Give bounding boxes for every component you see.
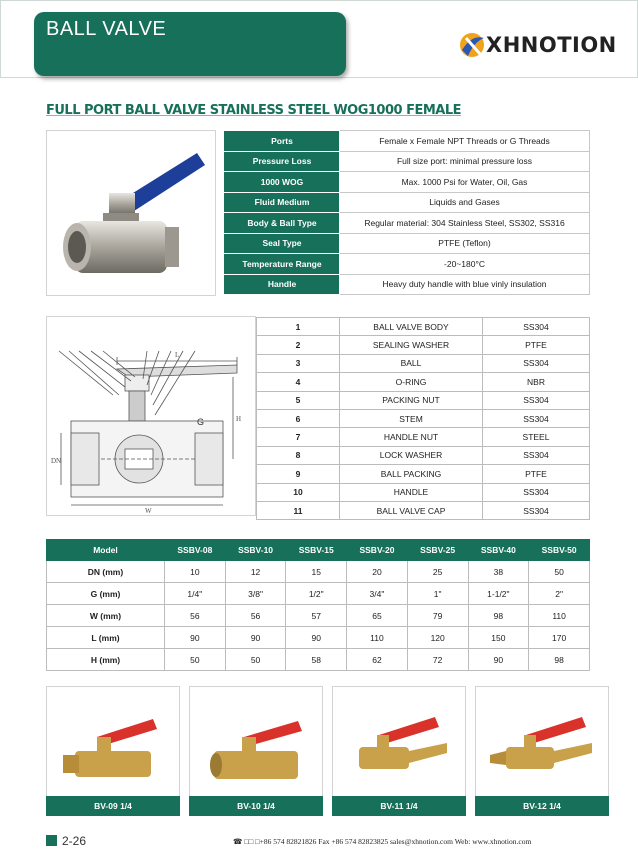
parts-row	[257, 391, 590, 409]
part-number: 8	[257, 446, 340, 464]
spec-row	[225, 274, 590, 295]
spec-label: Ports	[225, 131, 340, 152]
brass-mini-valve-image	[200, 697, 312, 789]
part-name: HANDLE	[340, 483, 483, 501]
dimensions-header-cell: SSBV-40	[468, 540, 529, 561]
dimensions-row	[47, 649, 590, 671]
dimension-value: 57	[286, 605, 347, 627]
dimension-value: 110	[529, 605, 590, 627]
brand-name: XHNOTION	[486, 33, 617, 57]
dimension-value: 10	[165, 561, 226, 583]
part-material: PTFE	[483, 465, 590, 483]
parts-row	[257, 409, 590, 427]
part-number: 3	[257, 354, 340, 372]
dimension-value: 98	[529, 649, 590, 671]
part-number: 4	[257, 373, 340, 391]
dimension-value: 79	[407, 605, 468, 627]
section-drawing-image	[47, 317, 255, 515]
spec-row	[225, 151, 590, 172]
spec-value: Regular material: 304 Stainless Steel, SS302, SS316	[340, 213, 590, 234]
part-material: SS304	[483, 446, 590, 464]
part-material: SS304	[483, 391, 590, 409]
dimensions-row	[47, 561, 590, 583]
spec-value: Heavy duty handle with blue vinly insulation	[340, 274, 590, 295]
dimension-label: H (mm)	[47, 649, 165, 671]
dimension-value: 72	[407, 649, 468, 671]
dimension-value: 2"	[529, 583, 590, 605]
dimension-label: DN (mm)	[47, 561, 165, 583]
spec-row	[225, 172, 590, 193]
dimension-value: 56	[165, 605, 226, 627]
spec-value: Max. 1000 Psi for Water, Oil, Gas	[340, 172, 590, 193]
drawing-label-w: W	[145, 507, 152, 515]
dimensions-header-cell: SSBV-10	[225, 540, 286, 561]
ball-valve-photo	[46, 130, 216, 296]
parts-row	[257, 336, 590, 354]
dimensions-header-cell: SSBV-15	[286, 540, 347, 561]
dimension-value: 50	[165, 649, 226, 671]
product-card-bv-10	[189, 686, 323, 816]
parts-row	[257, 318, 590, 336]
part-material: SS304	[483, 483, 590, 501]
product-caption: BV-09 1/4	[46, 796, 180, 816]
part-number: 6	[257, 409, 340, 427]
part-name: BALL PACKING	[340, 465, 483, 483]
dimension-value: 25	[407, 561, 468, 583]
page-title: BALL VALVE	[46, 18, 167, 40]
spec-row	[225, 213, 590, 234]
spec-table	[224, 130, 590, 295]
spec-label: Seal Type	[225, 233, 340, 254]
part-number: 9	[257, 465, 340, 483]
dimension-value: 50	[225, 649, 286, 671]
dimension-value: 20	[347, 561, 408, 583]
dimension-value: 170	[529, 627, 590, 649]
dimension-value: 1-1/2"	[468, 583, 529, 605]
dimensions-row	[47, 583, 590, 605]
dimension-value: 38	[468, 561, 529, 583]
product-card-bv-12	[475, 686, 609, 816]
spec-value: PTFE (Teflon)	[340, 233, 590, 254]
part-name: SEALING WASHER	[340, 336, 483, 354]
part-number: 5	[257, 391, 340, 409]
parts-row	[257, 428, 590, 446]
parts-table	[256, 317, 590, 520]
parts-row	[257, 354, 590, 372]
part-name: STEM	[340, 409, 483, 427]
spec-label: 1000 WOG	[225, 172, 340, 193]
spec-value: Full size port: minimal pressure loss	[340, 151, 590, 172]
dimension-value: 50	[529, 561, 590, 583]
part-material: NBR	[483, 373, 590, 391]
spec-label: Temperature Range	[225, 254, 340, 275]
spec-value: Female x Female NPT Threads or G Threads	[340, 131, 590, 152]
part-name: O-RING	[340, 373, 483, 391]
dimensions-table	[46, 539, 590, 671]
dimension-label: W (mm)	[47, 605, 165, 627]
parts-row	[257, 446, 590, 464]
spec-label: Fluid Medium	[225, 192, 340, 213]
part-material: STEEL	[483, 428, 590, 446]
spec-row	[225, 254, 590, 275]
dimension-value: 65	[347, 605, 408, 627]
dimension-value: 90	[165, 627, 226, 649]
dimension-value: 3/4"	[347, 583, 408, 605]
dimension-value: 15	[286, 561, 347, 583]
brass-mini-valve-image	[57, 697, 169, 789]
dimension-value: 110	[347, 627, 408, 649]
part-name: BALL	[340, 354, 483, 372]
part-material: SS304	[483, 318, 590, 336]
dimension-value: 1/4"	[165, 583, 226, 605]
part-name: BALL VALVE BODY	[340, 318, 483, 336]
dimensions-header-cell: SSBV-20	[347, 540, 408, 561]
drawing-label-h: H	[236, 415, 242, 423]
page-number: 2-26	[62, 834, 87, 848]
dimension-label: G (mm)	[47, 583, 165, 605]
spec-value: Liquids and Gases	[340, 192, 590, 213]
parts-row	[257, 483, 590, 501]
parts-row	[257, 373, 590, 391]
spec-row	[225, 233, 590, 254]
part-material: SS304	[483, 354, 590, 372]
dimension-value: 90	[225, 627, 286, 649]
part-name: BALL VALVE CAP	[340, 501, 483, 519]
spec-value: -20~180°C	[340, 254, 590, 275]
dimension-value: 90	[286, 627, 347, 649]
dimension-value: 62	[347, 649, 408, 671]
product-caption: BV-12 1/4	[475, 796, 609, 816]
spec-label: Body & Ball Type	[225, 213, 340, 234]
dimensions-header-cell: Model	[47, 540, 165, 561]
dimension-value: 56	[225, 605, 286, 627]
dimension-value: 58	[286, 649, 347, 671]
dimensions-header-cell: SSBV-08	[165, 540, 226, 561]
spec-row	[225, 192, 590, 213]
part-number: 1	[257, 318, 340, 336]
part-name: LOCK WASHER	[340, 446, 483, 464]
dimensions-header-cell: SSBV-25	[407, 540, 468, 561]
dimension-value: 90	[468, 649, 529, 671]
drawing-label-dn: DN	[51, 457, 62, 465]
drawing-label-l: L	[175, 351, 180, 359]
part-number: 7	[257, 428, 340, 446]
product-subtitle: FULL PORT BALL VALVE STAINLESS STEEL WOG1000 FEMALE	[46, 103, 462, 118]
dimensions-row	[47, 605, 590, 627]
product-card-bv-11	[332, 686, 466, 816]
footer-contact: ☎ □□ □+86 574 82821826 Fax +86 574 82823825 sales@xhnotion.com Web: www.xhnotion.com	[233, 837, 532, 846]
parts-row	[257, 501, 590, 519]
part-material: SS304	[483, 501, 590, 519]
dimension-value: 120	[407, 627, 468, 649]
spec-label: Handle	[225, 274, 340, 295]
spec-row	[225, 131, 590, 152]
product-caption: BV-11 1/4	[332, 796, 466, 816]
dimension-value: 1/2"	[286, 583, 347, 605]
part-name: HANDLE NUT	[340, 428, 483, 446]
dimension-value: 1"	[407, 583, 468, 605]
dimension-value: 12	[225, 561, 286, 583]
product-caption: BV-10 1/4	[189, 796, 323, 816]
part-material: SS304	[483, 409, 590, 427]
product-card-bv-09	[46, 686, 180, 816]
footer-marker	[46, 835, 57, 846]
part-name: PACKING NUT	[340, 391, 483, 409]
technical-drawing	[46, 316, 256, 516]
brass-barb-valve-image	[343, 697, 455, 789]
spec-label: Pressure Loss	[225, 151, 340, 172]
dimension-value: 3/8"	[225, 583, 286, 605]
dimensions-header-cell: SSBV-50	[529, 540, 590, 561]
part-number: 10	[257, 483, 340, 501]
dimension-label: L (mm)	[47, 627, 165, 649]
stainless-ball-valve-image	[47, 131, 215, 295]
drawing-label-g: G	[197, 417, 205, 427]
dimension-value: 98	[468, 605, 529, 627]
brass-barb-valve-image	[486, 697, 598, 789]
part-number: 2	[257, 336, 340, 354]
parts-row	[257, 465, 590, 483]
dimensions-row	[47, 627, 590, 649]
part-number: 11	[257, 501, 340, 519]
part-material: PTFE	[483, 336, 590, 354]
dimension-value: 150	[468, 627, 529, 649]
dimensions-header-row	[47, 540, 590, 561]
